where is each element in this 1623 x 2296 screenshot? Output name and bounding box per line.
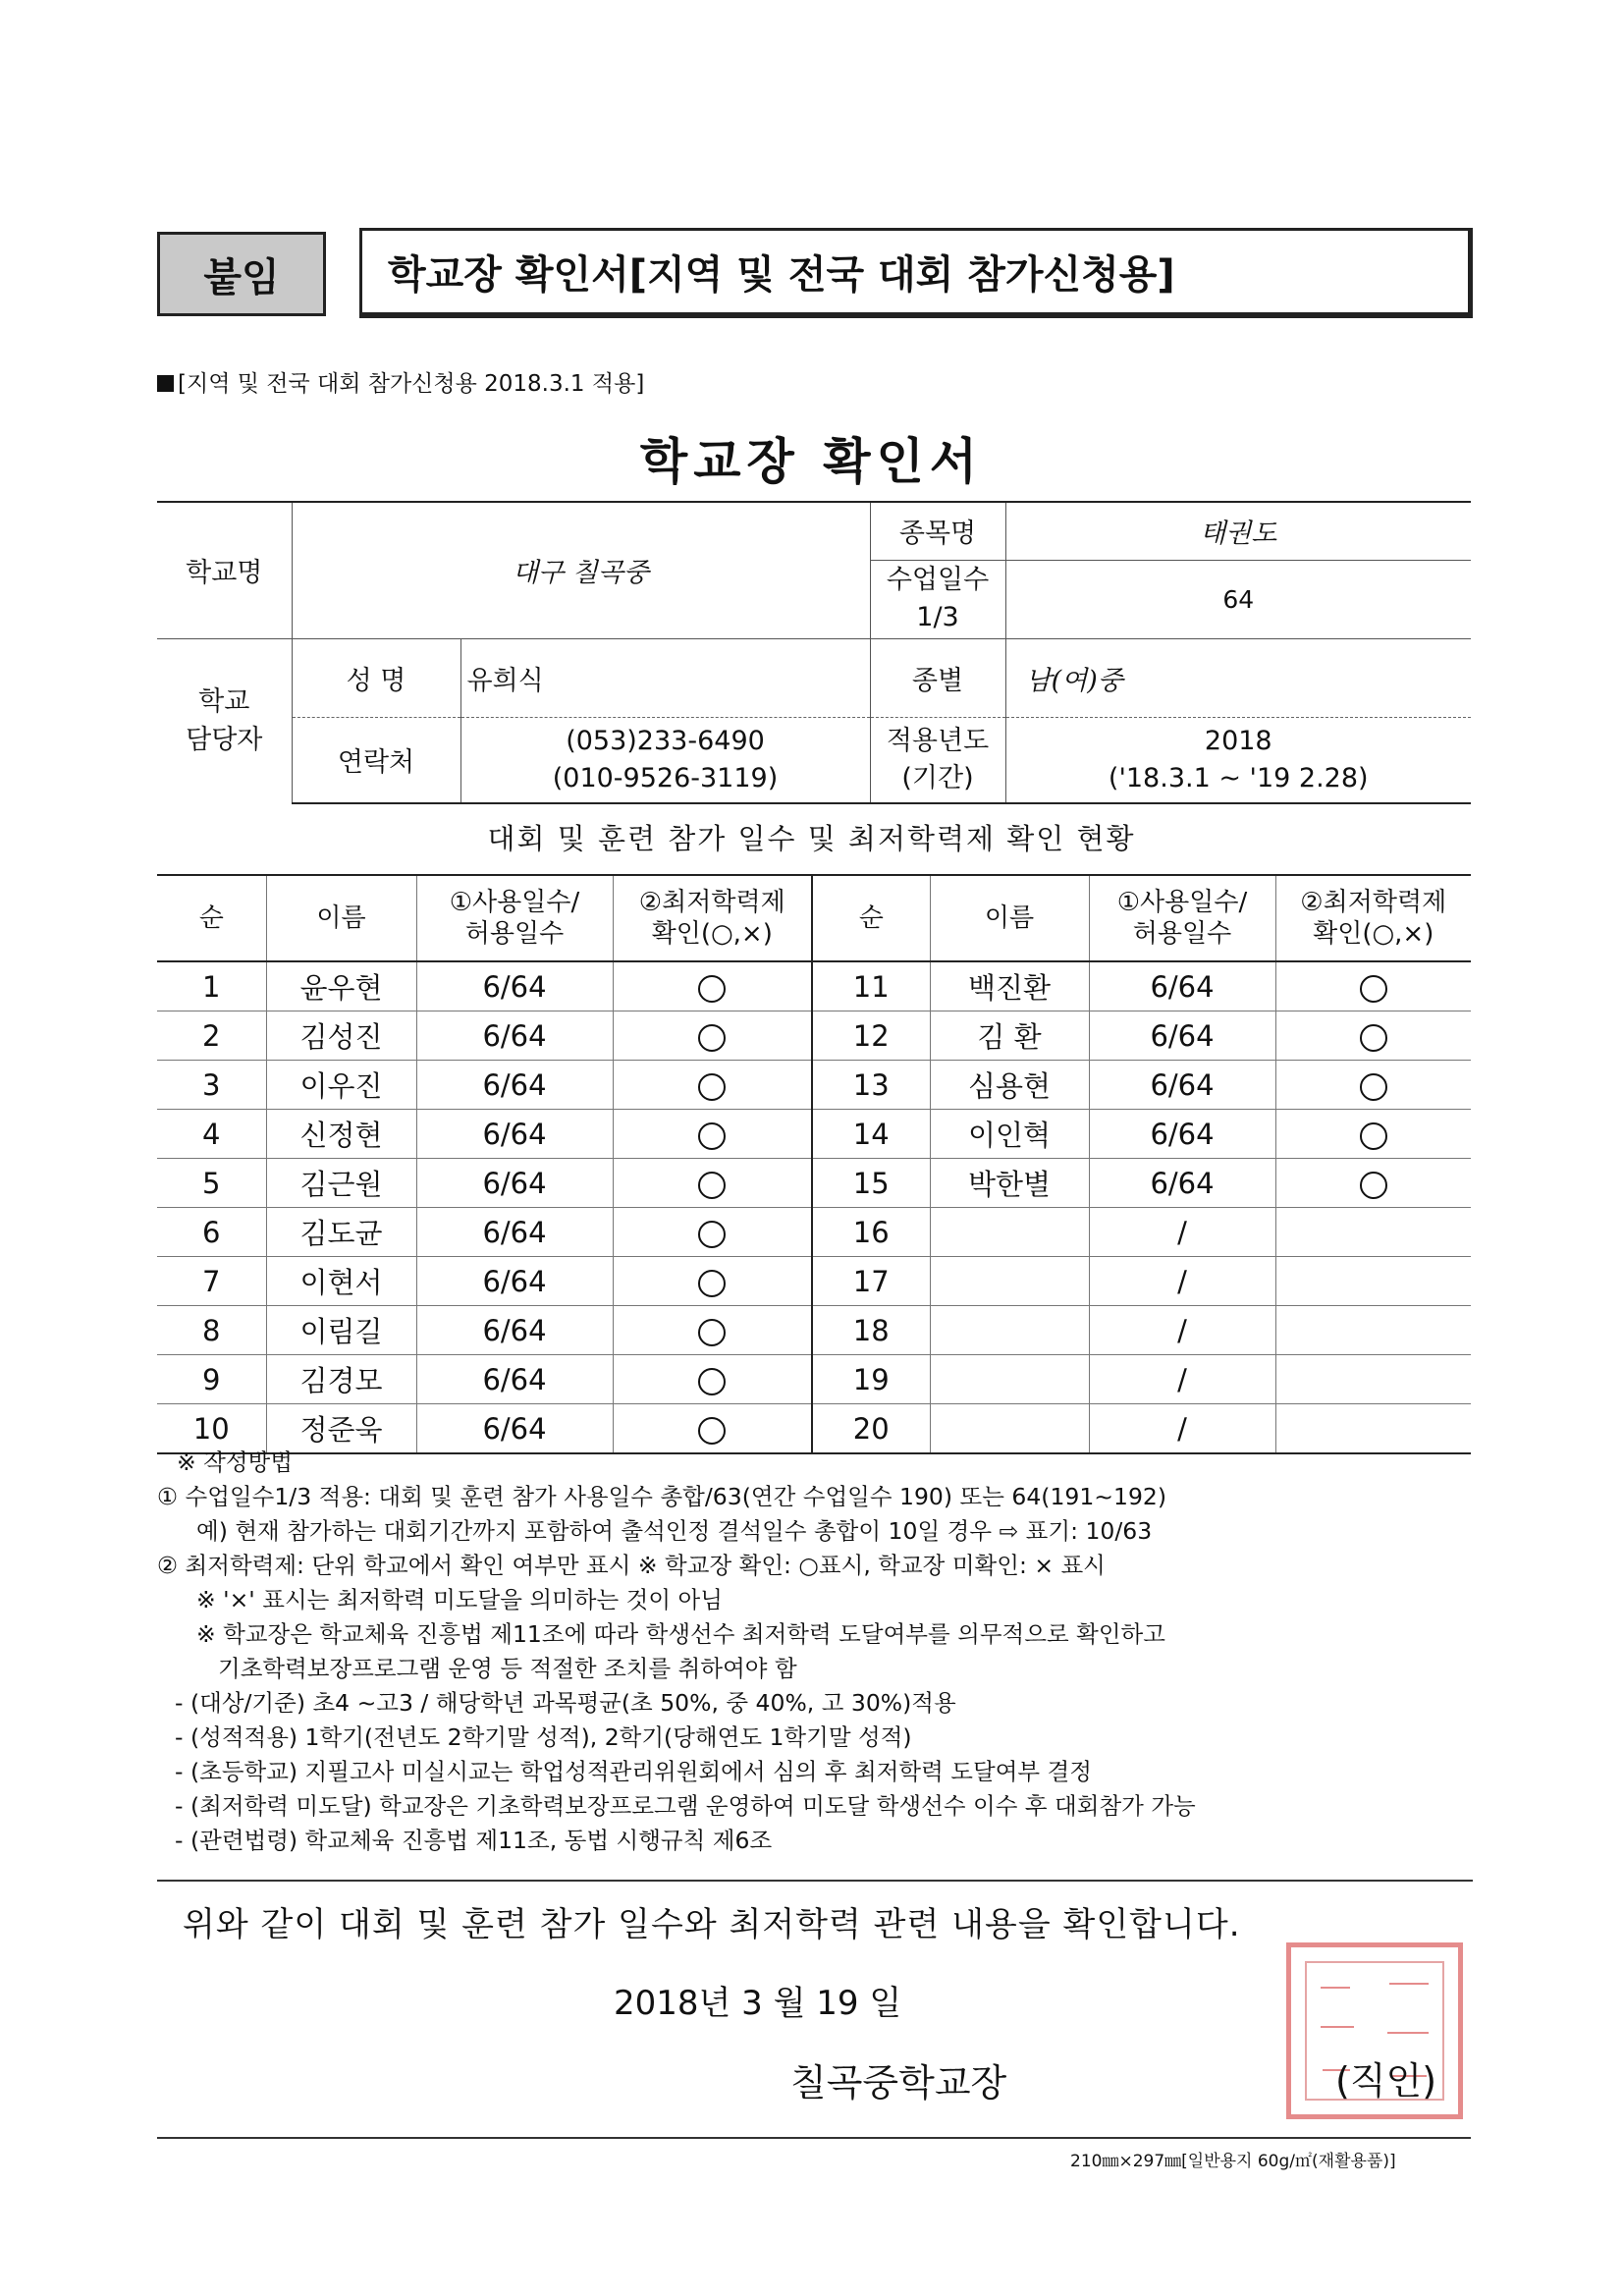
class-days-label-line2: 1/3	[916, 602, 959, 632]
seal-stroke	[1321, 2026, 1354, 2028]
cell-days: 6/64	[416, 1306, 613, 1355]
check-circle-icon	[698, 1368, 726, 1395]
check-circle-icon	[1360, 975, 1387, 1003]
table-row	[157, 1061, 1471, 1110]
seal-stroke	[1321, 1987, 1350, 1989]
cell-days: 6/64	[416, 1404, 613, 1454]
cell-days: /	[1089, 1257, 1275, 1306]
sport-value: 태권도	[1005, 502, 1471, 560]
school-value: 대구 칠곡중	[292, 502, 870, 638]
cell-name: 이우진	[266, 1061, 416, 1110]
col-check-right-line1: ②최저학력제	[1300, 887, 1447, 917]
col-no: 순	[157, 875, 266, 961]
check-circle-icon	[698, 1073, 726, 1101]
cell-no: 17	[812, 1257, 930, 1306]
table-row	[157, 961, 1471, 1011]
table-row	[157, 1159, 1471, 1208]
guide-note-1: ※ '×' 표시는 최저학력 미도달을 의미하는 것이 아님	[196, 1586, 723, 1613]
col-name: 이름	[266, 875, 416, 961]
cell-no: 5	[157, 1159, 266, 1208]
guide-elementary: - (초등학교) 지필고사 미실시교는 학업성적관리위원회에서 심의 후 최저학력 도달여부 결정	[175, 1758, 1092, 1785]
cell-name	[930, 1208, 1089, 1257]
contact-label: 연락처	[292, 717, 460, 803]
issue-date: 2018년 3 월 19 일	[614, 1984, 902, 2023]
col-days-line2: 허용일수	[464, 919, 565, 949]
guide-note-2-cont: 기초학력보장프로그램 운영 등 적절한 조치를 취하여야 함	[218, 1655, 797, 1682]
cell-check	[1275, 1061, 1471, 1110]
col-days-line1: ①사용일수/	[449, 887, 580, 917]
cell-no: 14	[812, 1110, 930, 1159]
col-check-right-line2: 확인(○,×)	[1313, 919, 1434, 949]
cell-name	[930, 1355, 1089, 1404]
section-title: 대회 및 훈련 참가 일수 및 최저학력제 확인 현황	[487, 822, 1136, 855]
cell-name	[930, 1306, 1089, 1355]
table-row	[157, 1257, 1471, 1306]
guide-grades: - (성적적용) 1학기(전년도 2학기말 성적), 2학기(당해연도 1학기말 성적)	[175, 1723, 912, 1751]
document-heading-box: 학교장 확인서[지역 및 전국 대회 참가신청용]	[359, 228, 1473, 318]
cell-days: 6/64	[416, 1011, 613, 1061]
table-row	[157, 1011, 1471, 1061]
attachment-badge: 붙임	[157, 232, 326, 316]
school-label: 학교명	[157, 502, 292, 638]
seal-stroke	[1389, 1983, 1429, 1985]
page-title: 학교장 확인서	[639, 433, 984, 490]
cell-no: 9	[157, 1355, 266, 1404]
cell-no: 2	[157, 1011, 266, 1061]
cell-days: 6/64	[1089, 1159, 1275, 1208]
check-circle-icon	[698, 1319, 726, 1346]
check-circle-icon	[698, 1024, 726, 1052]
cell-check	[613, 1110, 812, 1159]
cell-no: 8	[157, 1306, 266, 1355]
official-seal-label: (직인)	[1335, 2059, 1437, 2103]
cell-days: 6/64	[416, 961, 613, 1011]
cell-no: 3	[157, 1061, 266, 1110]
check-circle-icon	[698, 1417, 726, 1445]
cell-check	[613, 1257, 812, 1306]
cell-check	[613, 1061, 812, 1110]
cell-days: 6/64	[416, 1355, 613, 1404]
name-label: 성 명	[292, 638, 460, 717]
check-circle-icon	[698, 1122, 726, 1150]
scope-text: [지역 및 전국 대회 참가신청용 2018.3.1 적용]	[178, 371, 645, 397]
cell-no: 19	[812, 1355, 930, 1404]
principal-name: 칠곡중학교장	[790, 2061, 1007, 2105]
cell-name: 김 환	[930, 1011, 1089, 1061]
cell-check	[613, 1355, 812, 1404]
check-circle-icon	[1360, 1073, 1387, 1101]
staff-label-line2: 담당자	[186, 725, 263, 756]
cell-days: 6/64	[416, 1257, 613, 1306]
cell-name: 심용현	[930, 1061, 1089, 1110]
cell-days: 6/64	[416, 1208, 613, 1257]
table-row	[157, 1306, 1471, 1355]
col-check-line2: 확인(○,×)	[651, 919, 773, 949]
cell-name: 이인혁	[930, 1110, 1089, 1159]
cell-name: 김성진	[266, 1011, 416, 1061]
col-days-right-line1: ①사용일수/	[1116, 887, 1248, 917]
apply-year-label-line2: (기간)	[901, 762, 974, 793]
staff-label	[157, 638, 292, 803]
table-row	[157, 1208, 1471, 1257]
square-bullet-icon	[157, 375, 174, 392]
table-row	[157, 1110, 1471, 1159]
cell-check	[1275, 1110, 1471, 1159]
cell-no: 10	[157, 1404, 266, 1454]
contact-mobile: (010-9526-3119)	[552, 762, 779, 793]
cell-check	[1275, 1208, 1471, 1257]
cell-check	[1275, 961, 1471, 1011]
cell-name	[930, 1257, 1089, 1306]
cell-days: 6/64	[416, 1159, 613, 1208]
cell-check	[613, 1159, 812, 1208]
check-circle-icon	[698, 1270, 726, 1297]
col-days-right-line2: 허용일수	[1132, 919, 1232, 949]
guide-heading: ※ 작성방법	[177, 1449, 293, 1476]
col-days	[416, 875, 613, 961]
seal-stroke	[1387, 2032, 1429, 2034]
cell-no: 15	[812, 1159, 930, 1208]
cell-name: 김근원	[266, 1159, 416, 1208]
contact-value	[460, 717, 870, 803]
cell-name: 신정현	[266, 1110, 416, 1159]
cell-days: /	[1089, 1306, 1275, 1355]
class-days-label-line1: 수업일수	[886, 565, 990, 596]
cell-name: 정준욱	[266, 1404, 416, 1454]
class-days-value: 64	[1005, 560, 1471, 638]
guide-legal-basis: - (관련법령) 학교체육 진흥법 제11조, 동법 시행규칙 제6조	[175, 1827, 773, 1854]
cell-no: 13	[812, 1061, 930, 1110]
sport-label: 종목명	[870, 502, 1005, 560]
cell-no: 7	[157, 1257, 266, 1306]
cell-days: 6/64	[1089, 1110, 1275, 1159]
check-circle-icon	[698, 1221, 726, 1248]
staff-label-line1: 학교	[198, 686, 250, 718]
cell-check	[1275, 1159, 1471, 1208]
cell-name: 김경모	[266, 1355, 416, 1404]
cell-no: 1	[157, 961, 266, 1011]
paper-spec: 210㎜×297㎜[일반용지 60g/㎡(재활용품)]	[1070, 2152, 1396, 2171]
notes-bottom-rule	[157, 1880, 1473, 1882]
cell-days: 6/64	[1089, 1061, 1275, 1110]
cell-check	[1275, 1306, 1471, 1355]
cell-days: 6/64	[416, 1110, 613, 1159]
cell-check	[1275, 1257, 1471, 1306]
cell-no: 6	[157, 1208, 266, 1257]
cell-check	[613, 961, 812, 1011]
cell-name: 김도균	[266, 1208, 416, 1257]
cell-check	[1275, 1011, 1471, 1061]
cell-name: 박한별	[930, 1159, 1089, 1208]
guide-below-minimum: - (최저학력 미도달) 학교장은 기초학력보장프로그램 운영하여 미도달 학생선수 이수 후 대회참가 가능	[175, 1792, 1196, 1820]
table-row	[157, 1355, 1471, 1404]
apply-year-value	[1005, 717, 1471, 803]
cell-days: 6/64	[1089, 1011, 1275, 1061]
cell-no: 18	[812, 1306, 930, 1355]
check-circle-icon	[698, 975, 726, 1003]
scope-line	[157, 365, 644, 398]
gender-label: 종별	[870, 638, 1005, 717]
guide-note-2: ※ 학교장은 학교체육 진흥법 제11조에 따라 학생선수 최저학력 도달여부를 의무적으로 확인하고	[196, 1620, 1165, 1648]
cell-no: 4	[157, 1110, 266, 1159]
guide-item-2: ② 최저학력제: 단위 학교에서 확인 여부만 표시 ※ 학교장 확인: ○표시, 학교장 미확인: × 표시	[157, 1552, 1106, 1579]
cell-check	[1275, 1355, 1471, 1404]
apply-period: ('18.3.1 ~ '19 2.28)	[1108, 762, 1369, 793]
check-circle-icon	[698, 1172, 726, 1199]
cell-no: 11	[812, 961, 930, 1011]
cell-no: 16	[812, 1208, 930, 1257]
school-info-table	[157, 501, 1471, 804]
apply-year: 2018	[1204, 725, 1272, 756]
roster-header-row	[157, 875, 1471, 961]
gender-value: 남(여)중	[1005, 638, 1471, 717]
cell-days: 6/64	[1089, 961, 1275, 1011]
contact-phone: (053)233-6490	[566, 725, 765, 756]
guide-criteria: - (대상/기준) 초4 ~고3 / 해당학년 과목평균(초 50%, 중 40%, 고 30%)적용	[175, 1689, 956, 1717]
cell-name: 이림길	[266, 1306, 416, 1355]
cell-name: 이현서	[266, 1257, 416, 1306]
col-name-right: 이름	[930, 875, 1089, 961]
cell-days: /	[1089, 1404, 1275, 1454]
col-days-right	[1089, 875, 1275, 961]
roster-table	[157, 874, 1471, 1454]
col-check	[613, 875, 812, 961]
cell-check	[613, 1306, 812, 1355]
cell-check	[613, 1208, 812, 1257]
col-no-right: 순	[812, 875, 930, 961]
cell-days: /	[1089, 1208, 1275, 1257]
cell-no: 20	[812, 1404, 930, 1454]
cell-days: /	[1089, 1355, 1275, 1404]
apply-year-label	[870, 717, 1005, 803]
check-circle-icon	[1360, 1122, 1387, 1150]
cell-name: 윤우현	[266, 961, 416, 1011]
cell-name: 백진환	[930, 961, 1089, 1011]
cell-check	[613, 1011, 812, 1061]
guide-example: 예) 현재 참가하는 대회기간까지 포함하여 출석인정 결석일수 총합이 10일 경우 ⇨ 표기: 10/63	[196, 1517, 1153, 1545]
name-value: 유희식	[460, 638, 870, 717]
guide-item-1: ① 수업일수1/3 적용: 대회 및 훈련 참가 사용일수 총합/63(연간 수업일수 190) 또는 64(191~192)	[157, 1483, 1167, 1510]
apply-year-label-line1: 적용년도	[886, 725, 990, 756]
check-circle-icon	[1360, 1024, 1387, 1052]
class-days-label	[870, 560, 1005, 638]
cell-days: 6/64	[416, 1061, 613, 1110]
check-circle-icon	[1360, 1172, 1387, 1199]
col-check-right	[1275, 875, 1471, 961]
col-check-line1: ②최저학력제	[638, 887, 785, 917]
cell-no: 12	[812, 1011, 930, 1061]
confirmation-statement: 위와 같이 대회 및 훈련 참가 일수와 최저학력 관련 내용을 확인합니다.	[183, 1905, 1241, 1944]
writing-guide	[157, 1446, 1473, 1858]
footer-rule	[157, 2137, 1471, 2139]
